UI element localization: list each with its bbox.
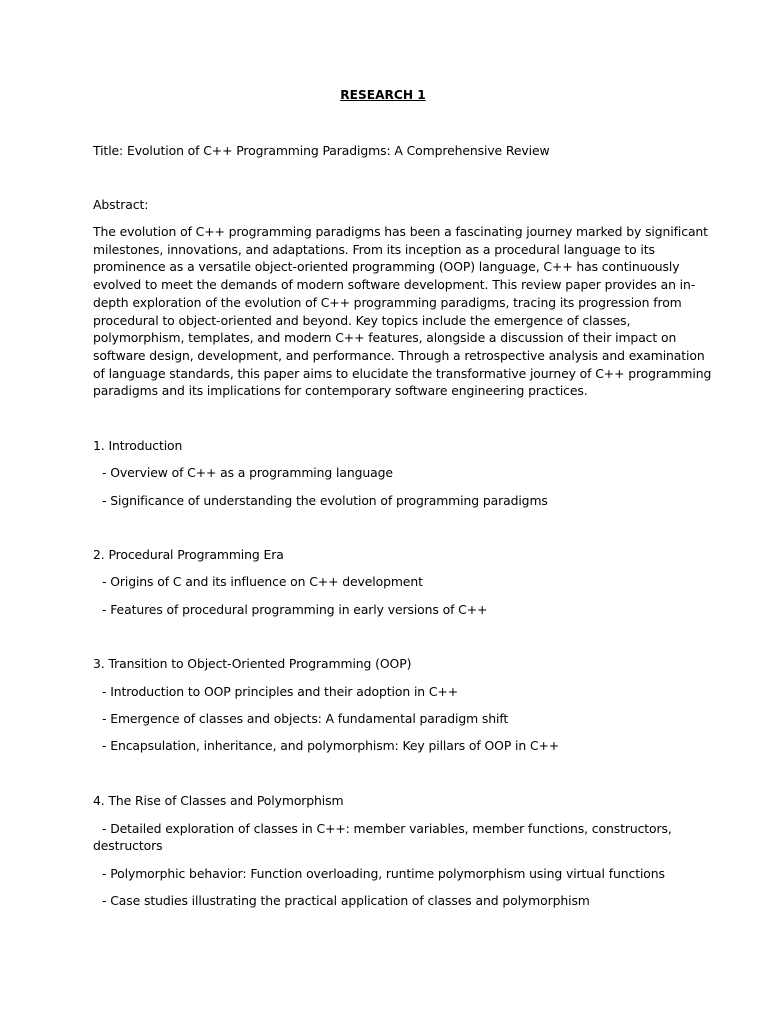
- abstract-line: The evolution of C++ programming paradigms has been a fascinating journey marked by significant: [93, 224, 708, 239]
- abstract-line: software design, development, and performance. Through a retrospective analysis and examination: [93, 347, 705, 363]
- section-item: - Detailed exploration of classes in C++: member variables, member functions, constructors,: [102, 821, 672, 836]
- section-item: - Encapsulation, inheritance, and polymorphism: Key pillars of OOP in C++: [102, 738, 560, 753]
- section-heading-oop-transition: 3. Transition to Object-Oriented Programming (OOP): [93, 656, 412, 671]
- abstract-line: milestones, innovations, and adaptations. From its inception as a procedural language to its: [93, 241, 655, 257]
- section-item: - Features of procedural programming in early versions of C++: [102, 602, 488, 617]
- document-title: Title: Evolution of C++ Programming Paradigms: A Comprehensive Review: [93, 143, 550, 158]
- section-item-continuation: destructors: [93, 838, 163, 853]
- abstract-line: prominence as a versatile object-oriented programming (OOP) language, C++ has continuously: [93, 259, 680, 275]
- abstract-line: depth exploration of the evolution of C++ programming paradigms, tracing its progression from: [93, 294, 682, 310]
- abstract-label: Abstract:: [93, 197, 149, 212]
- section-heading-introduction: 1. Introduction: [93, 438, 183, 453]
- abstract-line: of language standards, this paper aims to elucidate the transformative journey of C++ programming: [93, 365, 712, 381]
- abstract-line: polymorphism, templates, and modern C++ features, alongside a discussion of their impact on: [93, 330, 677, 346]
- section-item: - Origins of C and its influence on C++ development: [102, 574, 423, 589]
- abstract-line: paradigms and its implications for contemporary software engineering practices.: [93, 383, 588, 399]
- abstract-line: procedural to object-oriented and beyond. Key topics include the emergence of classes,: [93, 312, 631, 328]
- section-item: - Overview of C++ as a programming language: [102, 465, 393, 480]
- section-item: - Case studies illustrating the practical application of classes and polymorphism: [102, 893, 590, 908]
- abstract-paragraph: [93, 223, 712, 400]
- section-item: - Emergence of classes and objects: A fundamental paradigm shift: [102, 711, 509, 726]
- section-item: - Significance of understanding the evolution of programming paradigms: [102, 493, 548, 508]
- section-item: - Introduction to OOP principles and their adoption in C++: [102, 684, 458, 699]
- section-item: - Polymorphic behavior: Function overloading, runtime polymorphism using virtual functions: [102, 866, 665, 881]
- document-heading: RESEARCH 1: [340, 88, 426, 102]
- section-heading-classes-polymorphism: 4. The Rise of Classes and Polymorphism: [93, 793, 344, 808]
- section-heading-procedural-era: 2. Procedural Programming Era: [93, 547, 284, 562]
- document-page: [93, 0, 712, 1024]
- abstract-line: evolved to meet the demands of modern software development. This review paper provides an in-: [93, 277, 696, 293]
